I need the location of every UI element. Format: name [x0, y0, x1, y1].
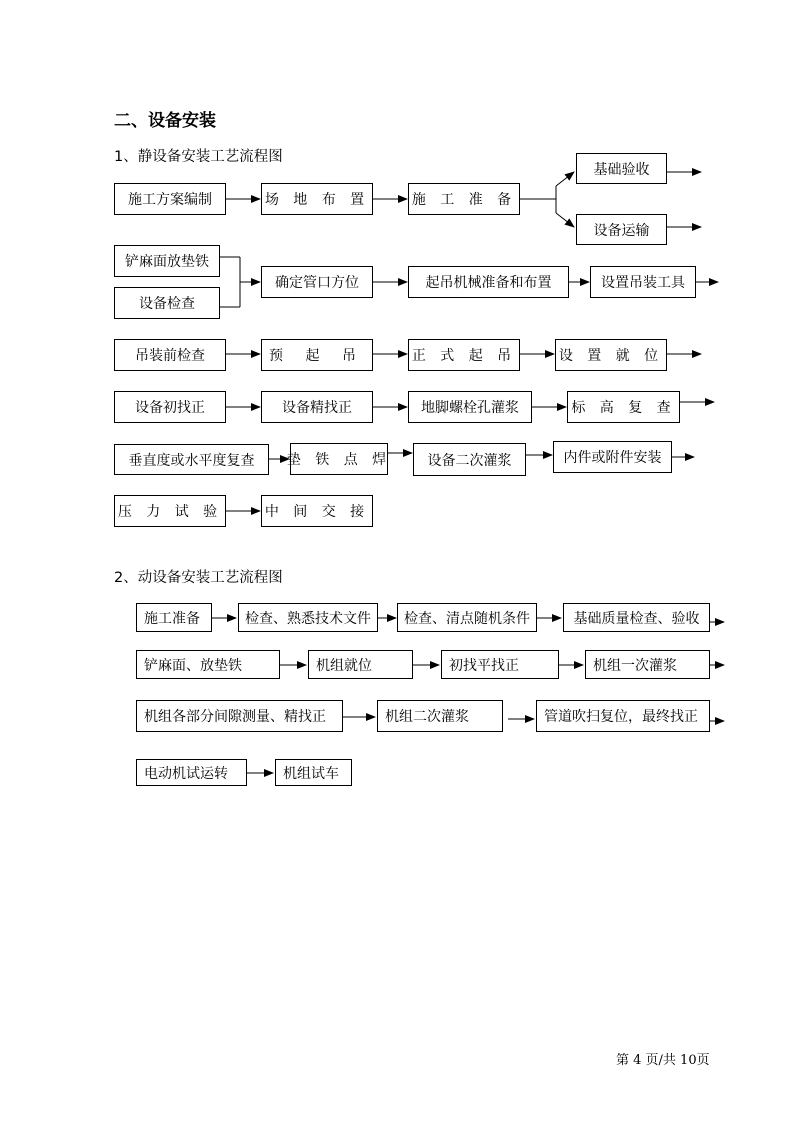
step-elevation-recheck: 标 高 复 查: [567, 391, 680, 423]
step-equipment-transport: 设备运输: [576, 214, 667, 245]
step-intermediate-handover: 中 间 交 接: [261, 495, 373, 527]
step-fine-alignment: 设备精找正: [261, 391, 373, 423]
step-crane-prep: 起吊机械准备和布置: [408, 266, 569, 298]
step-pre-lift-check: 吊装前检查: [114, 339, 226, 371]
step-pre-lift: 预 起 吊: [261, 339, 373, 371]
step-initial-alignment: 设备初找正: [114, 391, 226, 423]
dyn-step-chip-shims: 铲麻面、放垫铁: [136, 650, 280, 679]
step-chip-surface-shims: 铲麻面放垫铁: [114, 245, 220, 277]
dyn-step-pipe-purge-final: 管道吹扫复位，最终找正: [536, 700, 710, 732]
dyn-step-primary-grouting: 机组一次灌浆: [585, 650, 710, 679]
static-flow-title: 1、静设备安装工艺流程图: [114, 149, 283, 165]
dyn-step-foundation-quality: 基础质量检查、验收: [563, 603, 710, 632]
dyn-step-check-accessories: 检查、清点随机条件: [397, 603, 537, 632]
step-secondary-grouting: 设备二次灌浆: [413, 443, 526, 476]
dyn-step-unit-trial: 机组试车: [275, 759, 352, 786]
step-anchor-bolt-grouting: 地脚螺栓孔灌浆: [408, 391, 532, 423]
step-nozzle-orientation: 确定管口方位: [261, 266, 373, 298]
section-heading: 二、设备安装: [114, 111, 216, 131]
dyn-step-motor-trial: 电动机试运转: [136, 759, 247, 786]
step-rigging-tools: 设置吊装工具: [590, 266, 696, 298]
step-set-in-place: 设 置 就 位: [555, 339, 667, 371]
dyn-step-unit-placement: 机组就位: [308, 650, 413, 679]
step-internals-install: 内件或附件安装: [553, 441, 672, 473]
step-pressure-test: 压 力 试 验: [114, 495, 226, 527]
step-foundation-acceptance: 基础验收: [576, 153, 667, 184]
dyn-step-secondary-grouting: 机组二次灌浆: [377, 700, 503, 732]
step-construction-prep: 施 工 准 备: [408, 183, 520, 215]
page-number: 第 4 页/共 10页: [616, 1053, 710, 1068]
step-verticality-recheck: 垂直度或水平度复查: [114, 444, 269, 475]
step-construction-plan: 施工方案编制: [114, 183, 226, 215]
dyn-step-clearance-measure: 机组各部分间隙测量、精找正: [136, 700, 343, 732]
step-shim-tack-weld: 垫 铁 点 焊: [290, 443, 388, 475]
dyn-step-initial-leveling: 初找平找正: [441, 650, 559, 679]
step-equipment-inspection: 设备检查: [114, 287, 220, 319]
step-formal-lift: 正 式 起 吊: [408, 339, 520, 371]
step-site-layout: 场 地 布 置: [261, 183, 373, 215]
dynamic-flow-title: 2、动设备安装工艺流程图: [114, 570, 283, 586]
dyn-step-review-tech-docs: 检查、熟悉技术文件: [238, 603, 378, 632]
dyn-step-construction-prep: 施工准备: [136, 603, 212, 632]
